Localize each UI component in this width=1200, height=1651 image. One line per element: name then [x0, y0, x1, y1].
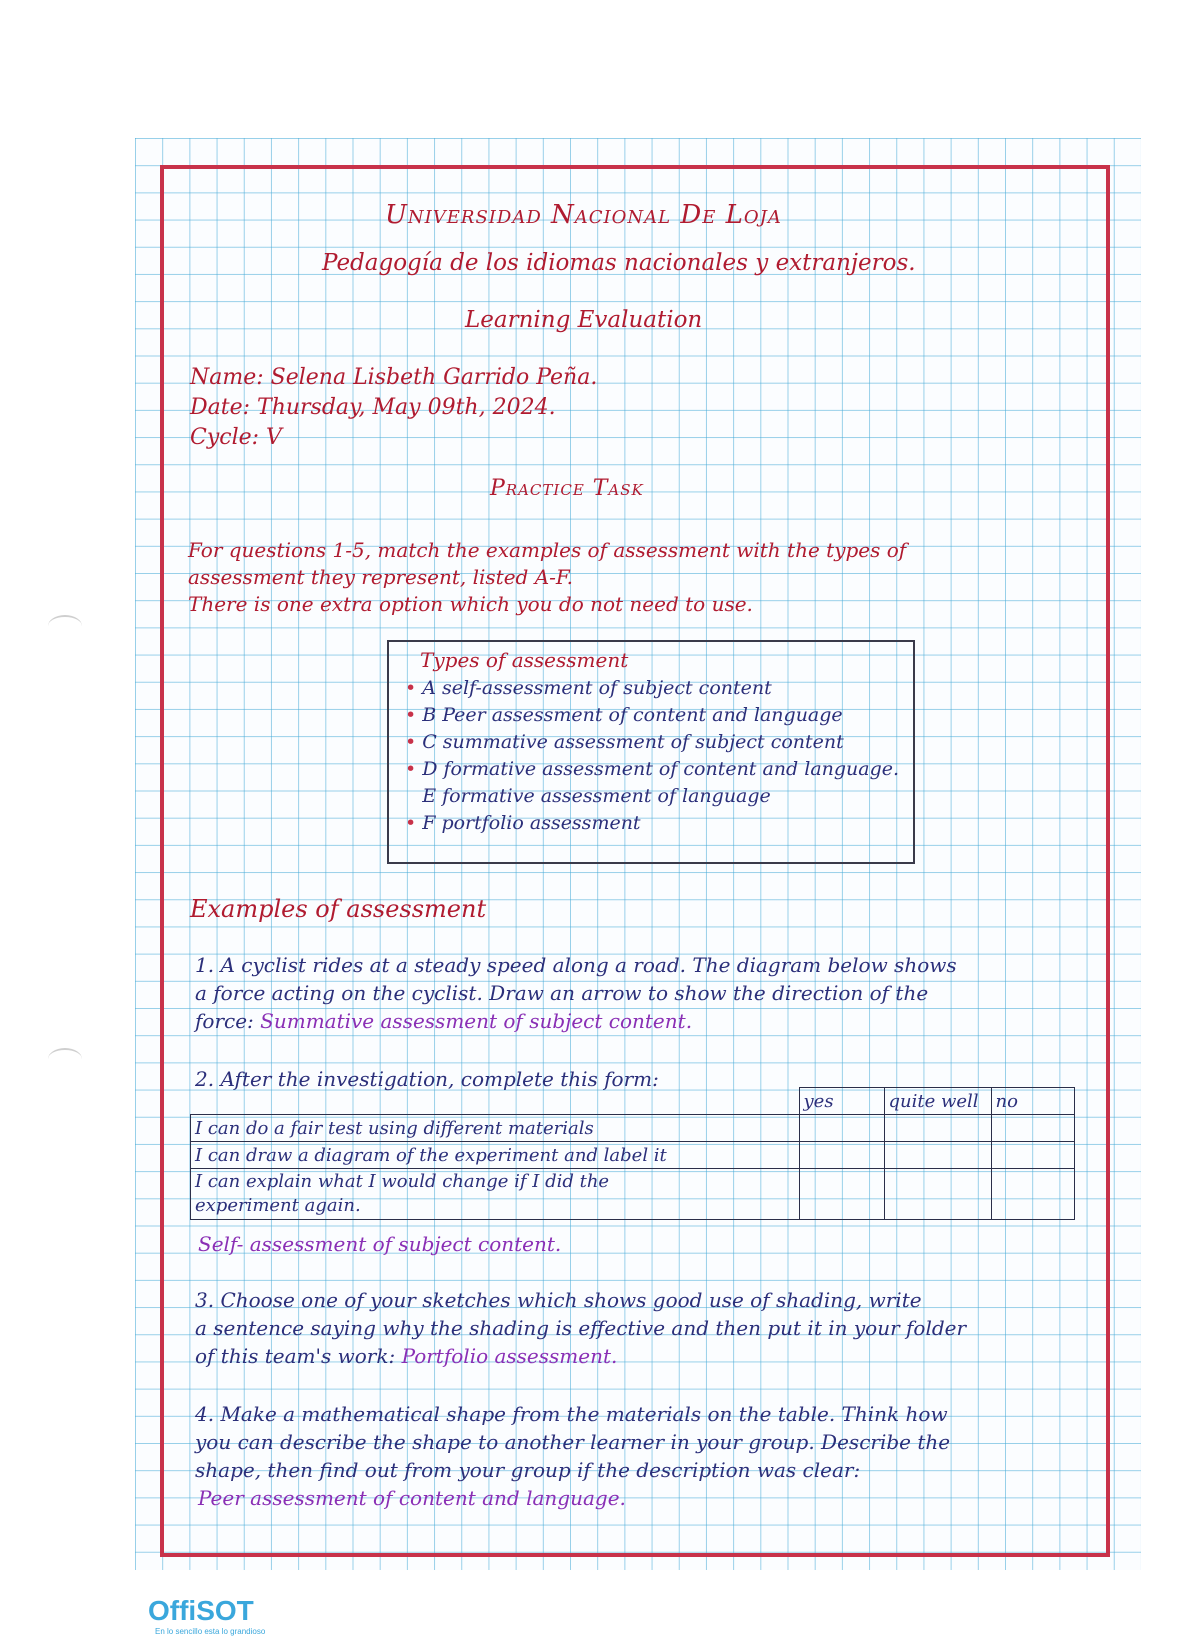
date-line: Date: Thursday, May 09th, 2024.	[190, 395, 556, 420]
column-header-quite-well: quite well	[884, 1088, 991, 1115]
faculty-title: Pedagogía de los idiomas nacionales y extranjeros.	[322, 250, 916, 276]
university-title: Universidad Nacional De Loja	[385, 200, 782, 230]
brand-tagline: En lo sencillo esta lo grandioso	[155, 1627, 266, 1636]
q1-answer: Summative assessment of subject content.	[260, 1009, 693, 1033]
q3-answer-line: of this team's work: Portfolio assessment.	[195, 1344, 618, 1368]
table-row	[191, 1115, 1075, 1142]
instructions-line: For questions 1-5, match the examples of assessment with the types of	[188, 538, 907, 562]
check-dot-icon: •	[405, 677, 417, 699]
type-option-e: E formative assessment of language	[422, 785, 771, 807]
check-dot-icon: •	[405, 812, 417, 834]
table-row	[191, 1088, 1075, 1115]
q3-line: 3. Choose one of your sketches which shows good use of shading, write	[195, 1288, 922, 1312]
type-option-f: • F portfolio assessment	[405, 812, 641, 834]
statement-cell: I can explain what I would change if I did the experiment again.	[191, 1169, 800, 1220]
check-dot-icon: •	[405, 731, 417, 753]
types-title: Types of assessment	[420, 648, 629, 672]
statement-cell: I can do a fair test using different materials	[191, 1115, 800, 1142]
punch-hole-mark	[48, 615, 82, 637]
examples-heading: Examples of assessment	[190, 895, 487, 923]
practice-task-title: Practice Task	[490, 476, 644, 501]
punch-hole-mark	[48, 1048, 82, 1070]
q4-line: you can describe the shape to another learner in your group. Describe the	[195, 1430, 951, 1454]
offisot-logo: OffiSOT	[148, 1595, 254, 1626]
q2-answer: Self- assessment of subject content.	[198, 1232, 562, 1256]
q1-answer-line: force: Summative assessment of subject content.	[195, 1009, 693, 1033]
q2-text: 2. After the investigation, complete this form:	[195, 1067, 659, 1091]
type-option-a: • A self-assessment of subject content	[405, 677, 772, 699]
self-assessment-table	[190, 1087, 1075, 1220]
type-option-b: • B Peer assessment of content and language	[405, 704, 843, 726]
table-row	[191, 1169, 1075, 1220]
q3-answer: Portfolio assessment.	[401, 1344, 618, 1368]
q3-line: a sentence saying why the shading is effective and then put it in your folder	[195, 1316, 967, 1340]
instructions-line: There is one extra option which you do not need to use.	[188, 592, 753, 616]
instructions-line: assessment they represent, listed A-F.	[188, 565, 574, 589]
subject-title: Learning Evaluation	[465, 307, 703, 333]
table-row	[191, 1142, 1075, 1169]
cycle-line: Cycle: V	[190, 425, 282, 450]
q4-line: 4. Make a mathematical shape from the materials on the table. Think how	[195, 1402, 948, 1426]
q4-line: shape, then find out from your group if the description was clear:	[195, 1458, 861, 1482]
check-dot-icon: •	[405, 758, 417, 780]
type-option-d: • D formative assessment of content and language.	[405, 758, 900, 780]
statement-cell: I can draw a diagram of the experiment and label it	[191, 1142, 800, 1169]
column-header-no: no	[991, 1088, 1074, 1115]
column-header-yes: yes	[799, 1088, 884, 1115]
check-dot-icon: •	[405, 704, 417, 726]
q4-answer: Peer assessment of content and language.	[198, 1486, 626, 1510]
q1-line: a force acting on the cyclist. Draw an arrow to show the direction of the	[195, 981, 929, 1005]
student-name: Name: Selena Lisbeth Garrido Peña.	[190, 365, 598, 390]
type-option-c: • C summative assessment of subject content	[405, 731, 844, 753]
q1-line: 1. A cyclist rides at a steady speed along a road. The diagram below shows	[195, 953, 957, 977]
